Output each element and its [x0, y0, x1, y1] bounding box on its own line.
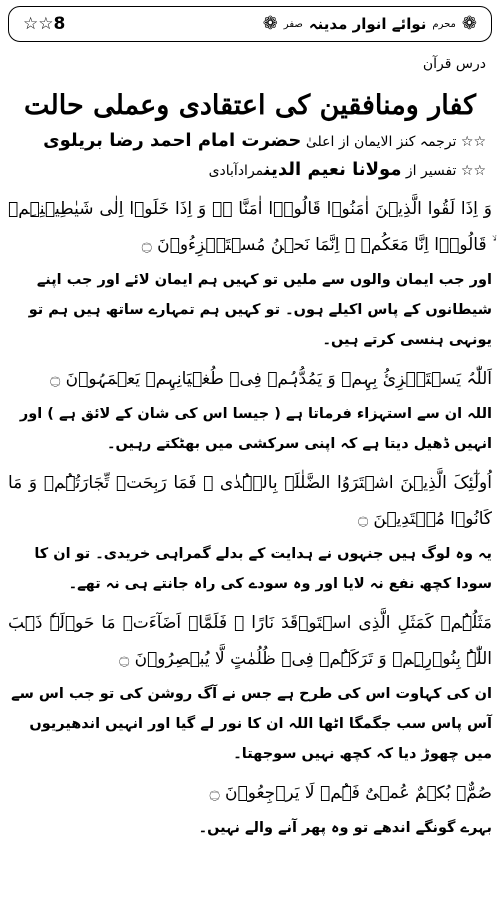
urdu-translation: اللہ ان سے استہزاء فرماتا ہے ( جیسا اس کی شان کے لائق ہے ) اور انہیں ڈھیل دیتا ہے کہ اپنی سرکشی میں بھٹکتے رہیں۔ [19, 405, 492, 452]
article-title: کفار ومنافقین کی اعتقادی وعملی حالت [24, 90, 476, 121]
urdu-translation: یہ وہ لوگ ہیں جنہوں نے ہدایت کے بدلے گمراہی خریدی۔ تو ان کا سودا کچھ نفع نہ لایا اور وہ سودے کی راہ جانتے ہی نہ تھے۔ [34, 545, 492, 592]
tafsir-credit [8, 156, 486, 185]
translator-name: حضرت امام احمد رضا بریلوی [43, 130, 302, 152]
urdu-translation: ان کی کہاوت اس کی طرح ہے جس نے آگ روشن کی تو جب اس سے آس پاس سب جگمگا اٹھا اللہ ان کا نور لے گیا اور انہیں اندھیریوں میں چھوڑ دیا کہ کچھ نہیں سوجھتا۔ [11, 685, 492, 762]
verse-block [8, 465, 492, 599]
verse-block [8, 775, 492, 843]
urdu-translation: بہرے گونگے اندھے تو وہ پھر آنے والے نہیں۔ [198, 819, 492, 836]
verse-block [8, 605, 492, 769]
flower-ornament-icon: ❁ [262, 13, 278, 34]
arabic-verse: وَ اِذَا لَقُوا الَّذِیۡنَ اٰمَنُوۡا قَالُوۡۤا اٰمَنَّا ۚۖ وَ اِذَا خَلَوۡا اِلٰی شَیٰطِیۡنِہِمۡ ۙ قَالُوۡۤا اِنَّا مَعَکُمۡ ۙ اِنَّمَا نَحۡنُ مُسۡتَہۡزِءُوۡنَ ۝ [8, 198, 492, 255]
arabic-verse: اُولٰٓئِکَ الَّذِیۡنَ اشۡتَرَوُا الضَّلٰلَۃَ بِالۡہُدٰی ۪ فَمَا رَبِحَتۡ تِّجَارَتُہُمۡ وَ مَا کَانُوۡا مُہۡتَدِیۡنَ ۝ [8, 472, 492, 529]
month-tag-left: صفر [283, 18, 303, 30]
arabic-verse: اَللّٰہُ یَسۡتَہۡزِئُ بِہِمۡ وَ یَمُدُّہُمۡ فِیۡ طُغۡیَانِہِمۡ یَعۡمَہُوۡنَ ۝ [50, 368, 492, 389]
translation-credit [8, 127, 486, 156]
verse-block [8, 361, 492, 459]
section-label: درس قرآن [422, 56, 486, 72]
month-tag-right: محرم [432, 18, 456, 30]
page-number: ☆☆8 [23, 14, 66, 34]
verse-block [8, 191, 492, 355]
tafsir-author-name: مولانا نعیم الدین [263, 158, 402, 180]
flower-ornament-icon: ❁ [461, 13, 477, 34]
magazine-banner [263, 15, 477, 33]
tafsir-suffix: مرادآبادی [208, 162, 264, 179]
urdu-translation: اور جب ایمان والوں سے ملیں تو کہیں ہم ایمان لائے اور جب اپنے شیطانوں کے پاس اکیلے ہوں۔ تو کہیں ہم تمہارے ساتھ ہیں ہم تو یونہی ہنسی کرتے ہیں۔ [28, 271, 492, 348]
page [0, 6, 500, 916]
tafsir-prefix: ☆☆ تفسیر از [405, 162, 486, 179]
arabic-verse: صُمٌّۢ بُکۡمٌ عُمۡیٌ فَہُمۡ لَا یَرۡجِعُوۡنَ ۝ [209, 782, 492, 803]
translation-prefix: ☆☆ ترجمہ کنز الایمان از اعلیٰ [305, 134, 486, 151]
arabic-verse: مَثَلُہُمۡ کَمَثَلِ الَّذِی اسۡتَوۡقَدَ نَارًا ۚ فَلَمَّاۤ اَضَآءَتۡ مَا حَوۡلَہٗ ذَہَبَ اللّٰہُ بِنُوۡرِہِمۡ وَ تَرَکَہُمۡ فِیۡ ظُلُمٰتٍ لَّا یُبۡصِرُوۡنَ ۝ [8, 612, 492, 669]
page-header [8, 6, 492, 42]
magazine-title: نوائے انوار مدینہ [308, 15, 427, 33]
